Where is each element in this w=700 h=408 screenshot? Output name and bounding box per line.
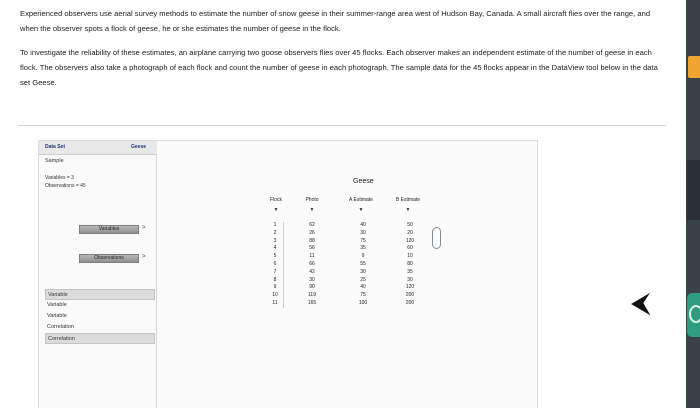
variables-count: Variables = 3 [45,175,74,181]
chevron-right-icon[interactable]: > [142,254,146,260]
table-cell[interactable]: 40 [360,222,366,228]
column-header-label: Photo [305,197,319,203]
analysis-list [45,289,155,344]
table-cell[interactable]: 10 [407,253,413,260]
table-cell[interactable]: 4 [273,245,277,252]
table-cell[interactable]: 75 [360,292,366,299]
observations-button[interactable]: Observations [79,254,139,263]
b-estimate-column [397,222,423,308]
column-header-a-estimate[interactable] [340,197,382,213]
table-cell[interactable]: 200 [405,292,415,299]
table-cell[interactable]: 9 [361,253,365,260]
tab-geese[interactable]: Geese [131,144,147,150]
table-cell[interactable]: 100 [358,299,368,306]
dataset-tab-bar [39,141,157,155]
table-cell[interactable]: 11 [309,253,315,260]
column-header-label: Flock [270,197,282,203]
instructions-paragraph-2: To investigate the reliability of these estimates, an airplane carrying two goose observers flies over 45 flocks. Each observer makes an independent estimate of the number of geese in each flock. The observers also take a photograph of each flock and count the number of geese in each photograph. The sample data for the 45 flocks appear in the DataView tool below in the data set Geese. [20,48,658,87]
table-cell[interactable]: 11 [272,299,278,306]
list-item-correlation[interactable]: Correlation [47,324,74,330]
sort-triangle-icon[interactable]: ▼ [358,207,364,213]
table-cell[interactable]: 120 [405,284,415,291]
divider [18,125,666,126]
right-side-panel [686,0,700,408]
table-cell[interactable]: 10 [272,292,278,299]
sort-triangle-icon[interactable]: ▼ [405,207,411,213]
table-cell[interactable]: 60 [407,245,413,252]
table-cell[interactable]: 66 [309,260,315,267]
photo-column [299,222,325,308]
sort-triangle-icon[interactable]: ▼ [273,207,279,213]
table-cell[interactable]: 1 [273,222,277,228]
dataview-tool [38,140,538,408]
table-cell[interactable]: 6 [273,260,277,267]
table-cell[interactable]: 80 [407,260,413,267]
circle-icon [689,305,700,323]
table-cell[interactable]: 20 [407,229,413,236]
side-tab-orange[interactable] [688,56,700,78]
instructions-paragraph-1: Experienced observers use aerial survey methods to estimate the number of snow geese in their summer-range area west of Hudson Bay, Canada. A small aircraft flies over the range, and when the observer spots a flock of geese, he or she estimates the number of geese in the flock. [20,9,651,33]
column-header-label: A Estimate [349,197,373,203]
observations-count: Observations = 45 [45,183,86,189]
table-cell[interactable]: 62 [309,222,315,228]
pointer-arrow-icon [628,289,654,319]
tab-data-set[interactable]: Data Set [45,144,66,150]
a-estimate-column [350,222,376,308]
table-cell[interactable]: 30 [309,276,315,283]
sample-label: Sample [45,158,64,164]
table-cell[interactable]: 30 [360,229,366,236]
column-header-flock[interactable] [265,197,287,213]
table-cell[interactable]: 25 [360,276,366,283]
table-cell[interactable]: 30 [360,268,366,275]
table-cell[interactable]: 200 [405,299,415,306]
table-cell[interactable]: 165 [307,299,317,306]
table-cell[interactable]: 56 [309,245,315,252]
table-cell[interactable]: 120 [405,237,415,244]
list-item-variable[interactable]: Variable [47,302,67,308]
table-cell[interactable]: 3 [273,237,277,244]
table-cell[interactable]: 55 [360,260,366,267]
column-header-photo[interactable] [299,197,325,213]
table-cell[interactable]: 5 [273,253,277,260]
table-cell[interactable]: 8 [273,276,277,283]
vertical-scrollbar-thumb[interactable] [432,227,441,249]
table-cell[interactable]: 35 [360,245,366,252]
side-tab-dark[interactable] [687,160,700,220]
table-cell[interactable]: 7 [273,268,277,275]
side-tab-teal[interactable] [687,293,700,337]
column-header-b-estimate[interactable] [387,197,429,213]
chevron-right-icon[interactable]: > [142,225,146,231]
table-cell[interactable]: 50 [407,222,413,228]
column-header-label: B Estimate [395,197,421,203]
table-cell[interactable]: 9 [273,284,277,291]
table-cell[interactable]: 26 [309,229,315,236]
table-cell[interactable]: 88 [309,237,315,244]
variables-button[interactable]: Variables [79,225,139,234]
list-item-correlation[interactable]: Correlation [45,333,155,344]
table-cell[interactable]: 2 [273,229,277,236]
table-cell[interactable]: 119 [308,292,316,299]
dataset-summary [45,174,86,190]
instructions [20,6,670,90]
table-cell[interactable]: 40 [360,284,366,291]
list-item-variable[interactable]: Variable [47,313,67,319]
flock-column [267,222,284,308]
list-item-variable[interactable]: Variable [45,289,155,300]
sort-triangle-icon[interactable]: ▼ [309,207,315,213]
table-cell[interactable]: 75 [360,237,366,244]
table-cell[interactable]: 42 [309,268,315,275]
data-table [267,175,467,395]
dataview-sidebar [39,141,157,408]
table-title: Geese [353,178,374,185]
table-cell[interactable]: 30 [407,276,413,283]
table-cell[interactable]: 35 [407,268,413,275]
table-cell[interactable]: 90 [309,284,315,291]
